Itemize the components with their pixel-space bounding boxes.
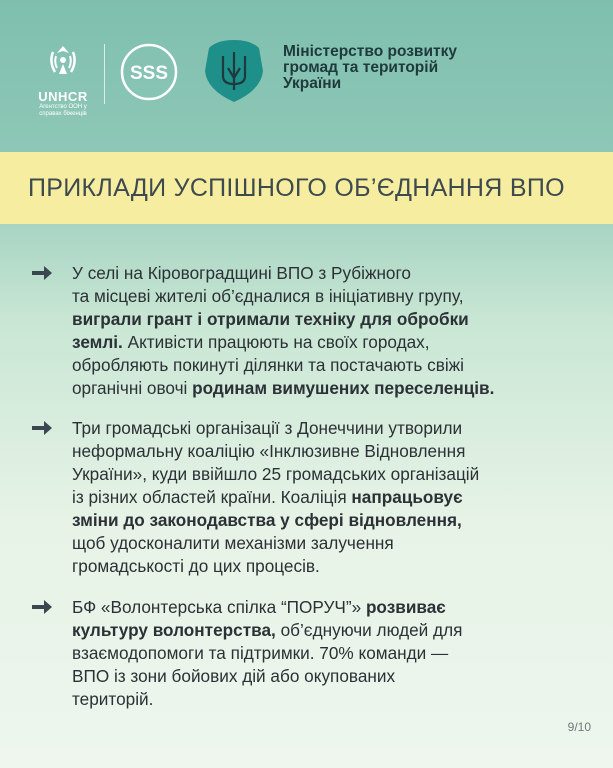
sss-text: SSS: [129, 63, 169, 84]
ministry-line2: громад та територій: [283, 59, 439, 76]
logo-strip: [0, 0, 613, 150]
ministry-line1: Міністерство розвитку: [283, 43, 457, 60]
item-text: У селі на Кіровоградщині ВПО з Рубіжного та місцеві жителі об’єдналися в ініціативну групу, виграли грант і отримали техніку для обробки землі. Активісти працюють на своїх городах, обробляють покинуті ділянки та постачають свіжі органічні овочі родинам вимушених переселенців.: [72, 263, 495, 398]
unhcr-emblem-icon: [43, 40, 83, 80]
item-text: БФ «Волонтерська спілка “ПОРУЧ”» розвиває культуру волонтерства, об’єднуючи людей для взаємодопомоги та підтримки. 70% команди — ВПО із зони бойових дій або окупованих територій.: [72, 597, 463, 709]
logo-divider: [104, 44, 105, 104]
title-banner: [0, 152, 613, 224]
ministry-trident-icon: [203, 38, 265, 104]
unhcr-sub1: Агентство ООН у: [39, 104, 87, 110]
unhcr-title: UNHCR: [38, 89, 88, 104]
ministry-line3: України: [283, 75, 342, 92]
arrow-right-icon: [30, 598, 54, 616]
arrow-right-icon: [30, 264, 54, 282]
sss-logo: [120, 43, 178, 101]
arrow-right-icon: [30, 419, 54, 437]
unhcr-logo: [28, 40, 98, 118]
page-number: 9/10: [567, 720, 591, 734]
unhcr-sub2: справах біженців: [39, 111, 87, 117]
ministry-name: [283, 44, 457, 92]
page-title: ПРИКЛАДИ УСПІШНОГО ОБ’ЄДНАННЯ ВПО: [28, 174, 565, 202]
item-text: Три громадські організації з Донеччини утворили неформальну коаліцію «Інклюзивне Відновлення України», куди ввійшло 25 громадських організацій із різних областей країни. Коаліція напрацьовує зміни до законодавства у сфері відновлення, щоб удосконалити механізми залучення громадськості до цих процесів.: [72, 418, 480, 576]
